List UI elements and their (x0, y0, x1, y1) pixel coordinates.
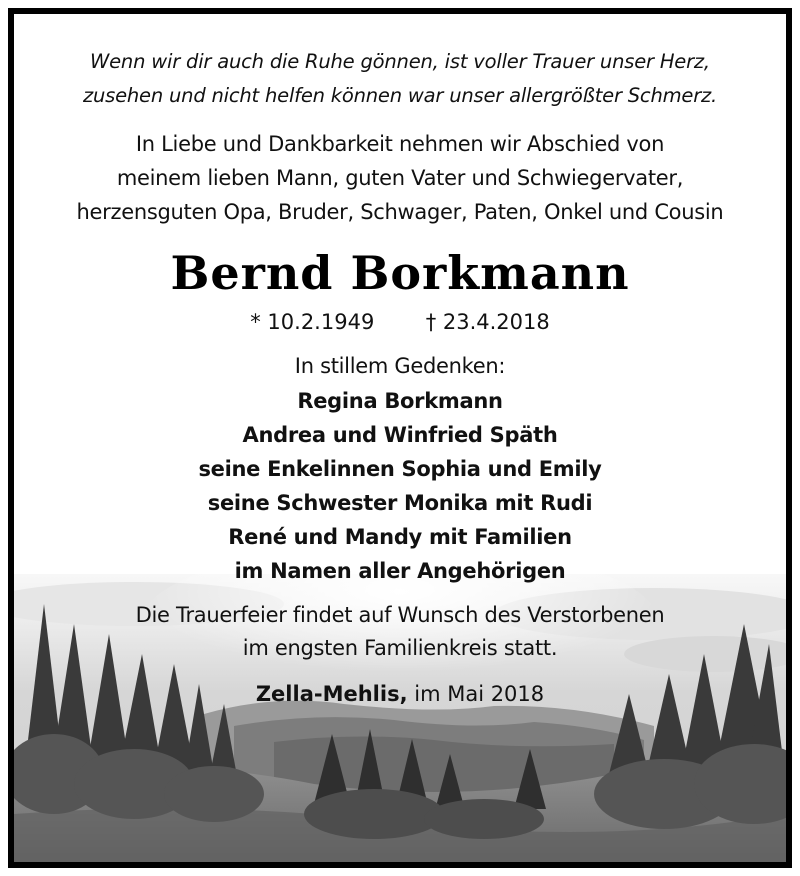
birth-date: * 10.2.1949 (250, 310, 375, 334)
mourner-1: Regina Borkmann (297, 389, 503, 413)
mourner-5: René und Mandy mit Familien (228, 525, 572, 549)
mourner-6: im Namen aller Angehörigen (234, 559, 566, 583)
motto-line-1: Wenn wir dir auch die Ruhe gönnen, ist voller Trauer unser Herz, (90, 50, 710, 73)
mourner-4: seine Schwester Monika mit Rudi (207, 491, 593, 515)
intro-line-3: herzensguten Opa, Bruder, Schwager, Paten, Onkel und Cousin (76, 200, 724, 224)
place: Zella-Mehlis, (255, 682, 408, 706)
intro-line-2: meinem lieben Mann, guten Vater und Schwiegervater, (116, 166, 684, 190)
funeral-line-2: im engsten Familienkreis statt. (242, 636, 558, 660)
death-date: † 23.4.2018 (425, 310, 550, 334)
intro-line-1: In Liebe und Dankbarkeit nehmen wir Abschied von (135, 132, 665, 156)
motto-line-2: zusehen und nicht helfen können war unser allergrößter Schmerz. (82, 84, 718, 107)
place-and-date (14, 682, 786, 706)
mourner-3: seine Enkelinnen Sophia und Emily (198, 457, 602, 481)
date: im Mai 2018 (414, 682, 545, 706)
life-dates (14, 310, 786, 334)
mourner-2: Andrea und Winfried Späth (242, 423, 558, 447)
funeral-line-1: Die Trauerfeier findet auf Wunsch des Verstorbenen (135, 603, 665, 627)
obituary-frame (8, 8, 792, 868)
deceased-name: Bernd Borkmann (170, 246, 630, 300)
memory-heading: In stillem Gedenken: (294, 354, 506, 378)
